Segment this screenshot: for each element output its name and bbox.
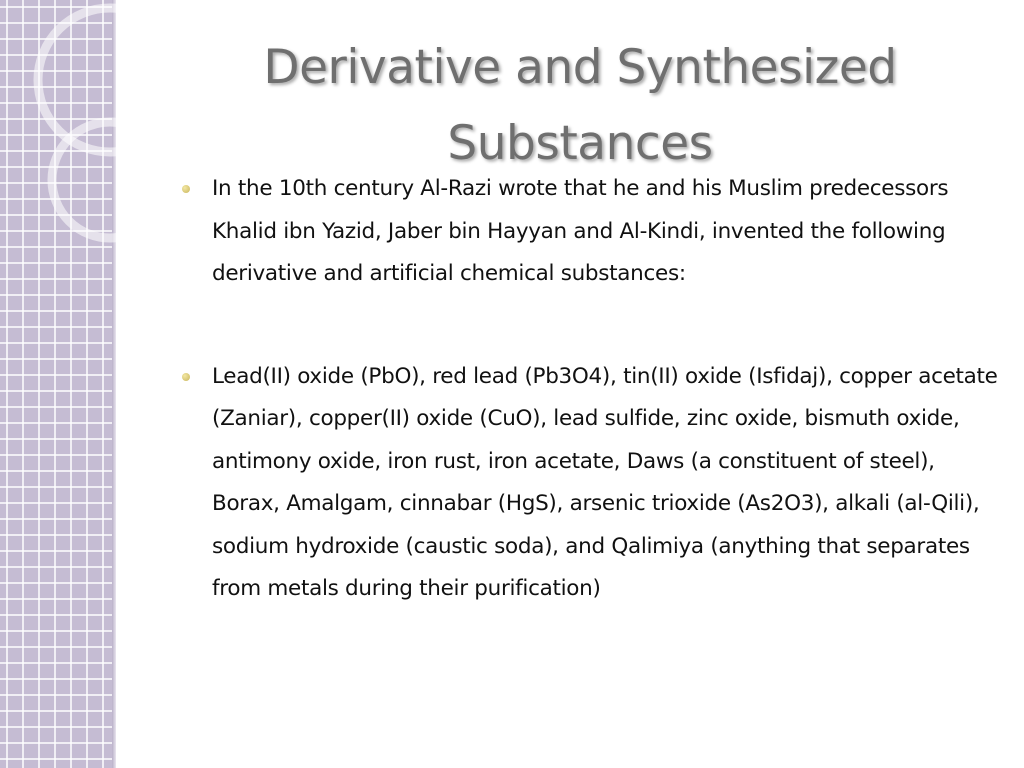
bullet-text: In the 10th century Al-Razi wrote that he and his Muslim predecessors Khalid ibn Yazid, Jaber bin Hayyan and Al-Kindi, invented the following derivative and artificial chemical substances:: [212, 176, 949, 286]
bullet-icon: [182, 185, 190, 193]
bullet-text: Lead(II) oxide (PbO), red lead (Pb3O4), tin(II) oxide (Isfidaj), copper acetate (Zaniar), copper(II) oxide (CuO), lead sulfide, zinc oxide, bismuth oxide, antimony oxide, iron rust, iron acetate, Daws (a constituent of steel), Borax, Amalgam, cinnabar (HgS), arsenic trioxide (As2O3), alkali (al-Qili), sodium hydroxide (caustic soda), and Qalimiya (anything that separates from metals during their purification): [212, 363, 998, 601]
bullet-list: [176, 168, 1006, 611]
slide-title: Derivative and Synthesized Substances: [263, 40, 897, 172]
list-item: [176, 168, 1006, 296]
ring-lower: [52, 122, 168, 238]
ring-upper: [38, 8, 182, 152]
bullet-icon: [182, 373, 190, 381]
list-item: [176, 356, 1006, 611]
